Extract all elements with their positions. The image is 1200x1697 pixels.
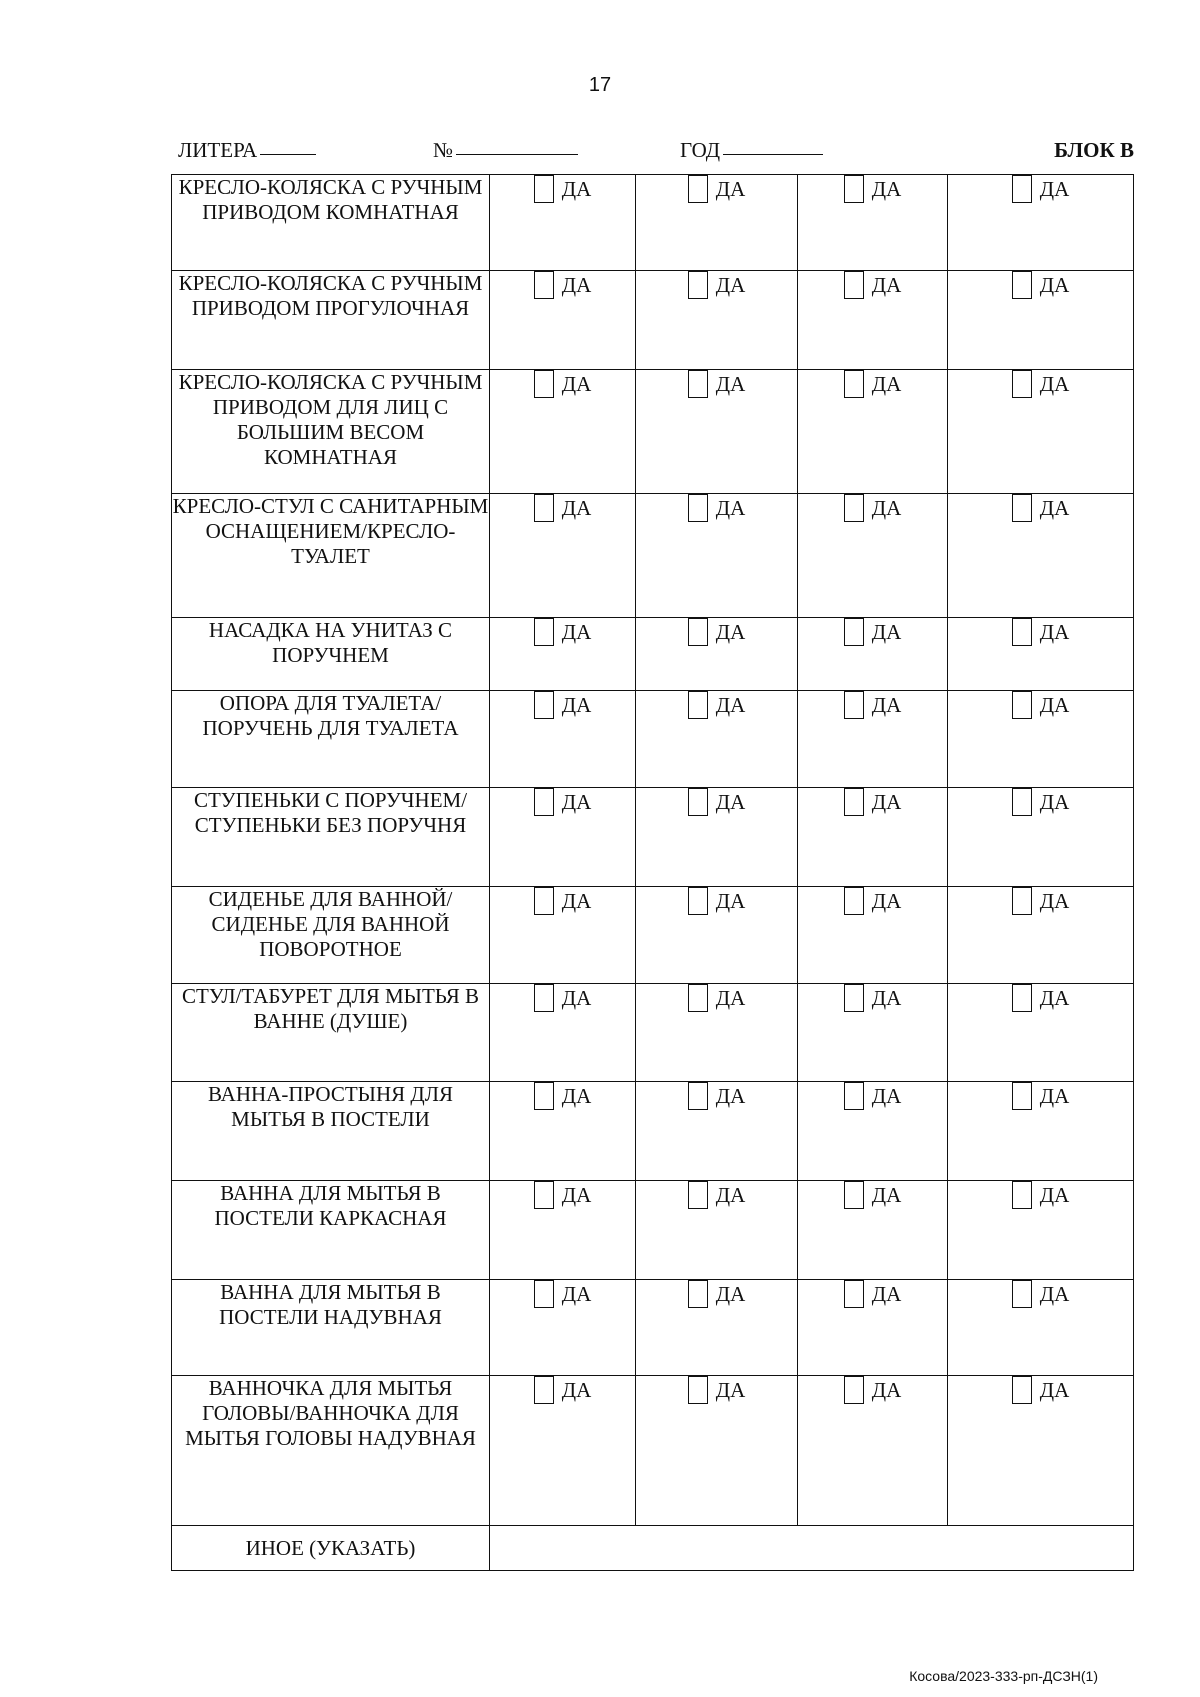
checkbox[interactable] <box>534 494 554 522</box>
item-label: СИДЕНЬЕ ДЛЯ ВАННОЙ/СИДЕНЬЕ ДЛЯ ВАННОЙ ПОВОРОТНОЕ <box>172 887 490 984</box>
answer-cell <box>636 175 798 271</box>
checkbox[interactable] <box>688 788 708 816</box>
equipment-table <box>171 174 1134 1571</box>
checkbox-label: ДА <box>871 495 902 520</box>
checkbox[interactable] <box>534 1082 554 1110</box>
checkbox[interactable] <box>844 1181 864 1209</box>
yes-option[interactable] <box>636 1376 797 1404</box>
table-row <box>172 618 1134 691</box>
checkbox[interactable] <box>844 370 864 398</box>
checkbox-label: ДА <box>1039 1281 1070 1306</box>
year-field <box>680 138 720 163</box>
answer-cell <box>636 984 798 1082</box>
answer-cell <box>948 1376 1134 1526</box>
checkbox-label: ДА <box>715 789 746 814</box>
checkbox[interactable] <box>534 175 554 203</box>
checkbox[interactable] <box>534 271 554 299</box>
answer-cell <box>948 887 1134 984</box>
answer-cell <box>636 1082 798 1181</box>
checkbox-label: ДА <box>715 985 746 1010</box>
answer-cell <box>490 691 636 788</box>
checkbox-label: ДА <box>1039 1083 1070 1108</box>
litera-label: ЛИТЕРА <box>178 138 258 162</box>
checkbox-label: ДА <box>561 1083 592 1108</box>
checkbox[interactable] <box>844 1376 864 1404</box>
yes-option[interactable] <box>798 1376 947 1404</box>
item-label: КРЕСЛО-КОЛЯСКА С РУЧНЫМ ПРИВОДОМ ДЛЯ ЛИЦ С БОЛЬШИМ ВЕСОМ КОМНАТНАЯ <box>172 370 490 494</box>
checkbox-label: ДА <box>561 888 592 913</box>
yes-option[interactable] <box>798 175 947 203</box>
checkbox[interactable] <box>688 370 708 398</box>
item-label: СТУЛ/ТАБУРЕТ ДЛЯ МЫТЬЯ В ВАННЕ (ДУШЕ) <box>172 984 490 1082</box>
checkbox-label: ДА <box>871 1377 902 1402</box>
checkbox[interactable] <box>844 494 864 522</box>
checkbox[interactable] <box>688 1376 708 1404</box>
number-label: № <box>433 138 454 162</box>
answer-cell <box>490 370 636 494</box>
answer-cell <box>490 271 636 370</box>
yes-option[interactable] <box>490 1082 635 1110</box>
checkbox[interactable] <box>844 1082 864 1110</box>
checkbox[interactable] <box>534 370 554 398</box>
checkbox-label: ДА <box>871 619 902 644</box>
litera-blank[interactable] <box>260 138 316 155</box>
checkbox[interactable] <box>688 1280 708 1308</box>
yes-option[interactable] <box>948 1082 1133 1110</box>
checkbox[interactable] <box>1012 788 1032 816</box>
checkbox[interactable] <box>844 984 864 1012</box>
yes-option[interactable] <box>490 788 635 816</box>
answer-cell <box>490 1280 636 1376</box>
checkbox[interactable] <box>844 788 864 816</box>
yes-option[interactable] <box>798 788 947 816</box>
checkbox-label: ДА <box>715 176 746 201</box>
checkbox-label: ДА <box>871 1281 902 1306</box>
yes-option[interactable] <box>948 691 1133 719</box>
answer-cell <box>636 788 798 887</box>
checkbox[interactable] <box>534 1376 554 1404</box>
answer-cell <box>490 175 636 271</box>
number-blank[interactable] <box>456 138 578 155</box>
checkbox-label: ДА <box>871 888 902 913</box>
checkbox-label: ДА <box>871 985 902 1010</box>
checkbox-label: ДА <box>715 1377 746 1402</box>
yes-option[interactable] <box>798 984 947 1012</box>
yes-option[interactable] <box>490 1181 635 1209</box>
yes-option[interactable] <box>798 618 947 646</box>
table-row <box>172 271 1134 370</box>
checkbox-label: ДА <box>1039 692 1070 717</box>
checkbox[interactable] <box>688 1082 708 1110</box>
checkbox-label: ДА <box>1039 888 1070 913</box>
checkbox[interactable] <box>1012 1181 1032 1209</box>
checkbox[interactable] <box>1012 618 1032 646</box>
yes-option[interactable] <box>490 370 635 398</box>
yes-option[interactable] <box>636 788 797 816</box>
checkbox-label: ДА <box>561 985 592 1010</box>
checkbox-label: ДА <box>1039 789 1070 814</box>
yes-option[interactable] <box>636 271 797 299</box>
yes-option[interactable] <box>798 1181 947 1209</box>
checkbox[interactable] <box>844 618 864 646</box>
answer-cell <box>490 887 636 984</box>
table-body <box>172 175 1134 1571</box>
checkbox[interactable] <box>1012 1280 1032 1308</box>
checkbox-label: ДА <box>561 495 592 520</box>
yes-option[interactable] <box>948 494 1133 522</box>
checkbox-label: ДА <box>561 619 592 644</box>
answer-cell <box>490 984 636 1082</box>
number-field <box>433 138 453 163</box>
checkbox[interactable] <box>844 271 864 299</box>
checkbox[interactable] <box>688 271 708 299</box>
answer-cell <box>490 788 636 887</box>
answer-cell <box>948 1181 1134 1280</box>
answer-cell <box>798 1082 948 1181</box>
yes-option[interactable] <box>948 984 1133 1012</box>
item-label: СТУПЕНЬКИ С ПОРУЧНЕМ/СТУПЕНЬКИ БЕЗ ПОРУЧНЯ <box>172 788 490 887</box>
answer-cell <box>798 1376 948 1526</box>
answer-cell <box>798 1280 948 1376</box>
table-row <box>172 1082 1134 1181</box>
checkbox[interactable] <box>534 984 554 1012</box>
yes-option[interactable] <box>636 494 797 522</box>
yes-option[interactable] <box>636 984 797 1012</box>
checkbox-label: ДА <box>1039 495 1070 520</box>
answer-cell <box>636 618 798 691</box>
answer-cell <box>948 788 1134 887</box>
item-label: КРЕСЛО-КОЛЯСКА С РУЧНЫМ ПРИВОДОМ ПРОГУЛОЧНАЯ <box>172 271 490 370</box>
answer-cell <box>490 494 636 618</box>
year-blank[interactable] <box>723 138 823 155</box>
yes-option[interactable] <box>948 788 1133 816</box>
table-row <box>172 494 1134 618</box>
checkbox-label: ДА <box>871 371 902 396</box>
checkbox-label: ДА <box>871 692 902 717</box>
yes-option[interactable] <box>490 175 635 203</box>
checkbox-label: ДА <box>1039 1377 1070 1402</box>
checkbox[interactable] <box>1012 1082 1032 1110</box>
item-label: ВАННОЧКА ДЛЯ МЫТЬЯ ГОЛОВЫ/ВАННОЧКА ДЛЯ МЫТЬЯ ГОЛОВЫ НАДУВНАЯ <box>172 1376 490 1526</box>
answer-cell <box>948 370 1134 494</box>
yes-option[interactable] <box>948 175 1133 203</box>
checkbox-label: ДА <box>561 1182 592 1207</box>
answer-cell <box>798 788 948 887</box>
yes-option[interactable] <box>798 271 947 299</box>
checkbox-label: ДА <box>715 1182 746 1207</box>
checkbox[interactable] <box>844 1280 864 1308</box>
checkbox-label: ДА <box>1039 176 1070 201</box>
checkbox[interactable] <box>534 887 554 915</box>
answer-cell <box>798 691 948 788</box>
yes-option[interactable] <box>490 1280 635 1308</box>
checkbox[interactable] <box>688 984 708 1012</box>
yes-option[interactable] <box>636 691 797 719</box>
answer-cell <box>798 618 948 691</box>
table-row <box>172 175 1134 271</box>
checkbox[interactable] <box>844 887 864 915</box>
checkbox[interactable] <box>1012 494 1032 522</box>
checkbox[interactable] <box>688 1181 708 1209</box>
answer-cell <box>798 494 948 618</box>
answer-cell <box>948 691 1134 788</box>
checkbox-label: ДА <box>561 692 592 717</box>
answer-cell <box>948 271 1134 370</box>
table-row <box>172 788 1134 887</box>
checkbox[interactable] <box>534 618 554 646</box>
answer-cell <box>636 370 798 494</box>
answer-cell <box>636 271 798 370</box>
answer-cell <box>948 984 1134 1082</box>
document-code: Косова/2023-333-рп-ДСЗН(1) <box>909 1668 1098 1684</box>
checkbox[interactable] <box>534 691 554 719</box>
answer-cell <box>798 175 948 271</box>
yes-option[interactable] <box>798 494 947 522</box>
yes-option[interactable] <box>798 1082 947 1110</box>
yes-option[interactable] <box>636 618 797 646</box>
item-label: ВАННА ДЛЯ МЫТЬЯ В ПОСТЕЛИ НАДУВНАЯ <box>172 1280 490 1376</box>
yes-option[interactable] <box>636 370 797 398</box>
checkbox-label: ДА <box>561 1377 592 1402</box>
answer-cell <box>490 1082 636 1181</box>
yes-option[interactable] <box>636 1082 797 1110</box>
checkbox[interactable] <box>1012 271 1032 299</box>
checkbox[interactable] <box>1012 887 1032 915</box>
checkbox-label: ДА <box>1039 371 1070 396</box>
checkbox-label: ДА <box>561 272 592 297</box>
answer-cell <box>948 1280 1134 1376</box>
table-row <box>172 1280 1134 1376</box>
yes-option[interactable] <box>490 618 635 646</box>
checkbox-label: ДА <box>715 495 746 520</box>
checkbox-label: ДА <box>1039 619 1070 644</box>
yes-option[interactable] <box>636 887 797 915</box>
answer-cell <box>798 370 948 494</box>
checkbox-label: ДА <box>715 1083 746 1108</box>
checkbox-label: ДА <box>561 1281 592 1306</box>
checkbox-label: ДА <box>715 371 746 396</box>
checkbox[interactable] <box>1012 1376 1032 1404</box>
answer-cell <box>636 1376 798 1526</box>
yes-option[interactable] <box>948 1280 1133 1308</box>
yes-option[interactable] <box>948 1181 1133 1209</box>
checkbox-label: ДА <box>1039 1182 1070 1207</box>
checkbox[interactable] <box>1012 984 1032 1012</box>
item-label: ВАННА ДЛЯ МЫТЬЯ В ПОСТЕЛИ КАРКАСНАЯ <box>172 1181 490 1280</box>
yes-option[interactable] <box>948 618 1133 646</box>
answer-cell <box>636 1181 798 1280</box>
yes-option[interactable] <box>490 1376 635 1404</box>
checkbox[interactable] <box>688 494 708 522</box>
item-label: НАСАДКА НА УНИТАЗ С ПОРУЧНЕМ <box>172 618 490 691</box>
answer-cell <box>490 1376 636 1526</box>
yes-option[interactable] <box>636 1280 797 1308</box>
checkbox-label: ДА <box>715 888 746 913</box>
checkbox-label: ДА <box>871 272 902 297</box>
item-label: КРЕСЛО-СТУЛ С САНИТАРНЫМ ОСНАЩЕНИЕМ/КРЕСЛО-ТУАЛЕТ <box>172 494 490 618</box>
checkbox[interactable] <box>1012 175 1032 203</box>
yes-option[interactable] <box>490 691 635 719</box>
checkbox-label: ДА <box>871 176 902 201</box>
checkbox-label: ДА <box>871 1182 902 1207</box>
item-label: КРЕСЛО-КОЛЯСКА С РУЧНЫМ ПРИВОДОМ КОМНАТНАЯ <box>172 175 490 271</box>
yes-option[interactable] <box>948 887 1133 915</box>
table-row <box>172 1376 1134 1526</box>
item-label: ВАННА-ПРОСТЫНЯ ДЛЯ МЫТЬЯ В ПОСТЕЛИ <box>172 1082 490 1181</box>
item-label: ОПОРА ДЛЯ ТУАЛЕТА/ПОРУЧЕНЬ ДЛЯ ТУАЛЕТА <box>172 691 490 788</box>
answer-cell <box>636 494 798 618</box>
yes-option[interactable] <box>490 494 635 522</box>
checkbox[interactable] <box>688 175 708 203</box>
answer-cell <box>490 1181 636 1280</box>
checkbox-label: ДА <box>1039 985 1070 1010</box>
answer-cell <box>798 271 948 370</box>
table-row <box>172 887 1134 984</box>
yes-option[interactable] <box>490 984 635 1012</box>
checkbox-label: ДА <box>715 619 746 644</box>
table-row <box>172 984 1134 1082</box>
yes-option[interactable] <box>636 175 797 203</box>
block-label: БЛОК В <box>1054 138 1134 162</box>
yes-option[interactable] <box>948 370 1133 398</box>
checkbox[interactable] <box>534 1280 554 1308</box>
checkbox-label: ДА <box>871 1083 902 1108</box>
table-row <box>172 691 1134 788</box>
answer-cell <box>948 618 1134 691</box>
answer-cell <box>798 1181 948 1280</box>
answer-cell <box>490 618 636 691</box>
checkbox[interactable] <box>534 788 554 816</box>
answer-cell <box>798 984 948 1082</box>
checkbox-label: ДА <box>715 1281 746 1306</box>
other-label: ИНОЕ (УКАЗАТЬ) <box>172 1526 490 1571</box>
table-row <box>172 370 1134 494</box>
other-input-cell[interactable] <box>490 1526 1134 1571</box>
answer-cell <box>636 887 798 984</box>
checkbox-label: ДА <box>715 692 746 717</box>
year-label: ГОД <box>680 138 721 162</box>
other-row <box>172 1526 1134 1571</box>
yes-option[interactable] <box>798 691 947 719</box>
page-number: 17 <box>588 74 612 96</box>
checkbox[interactable] <box>1012 691 1032 719</box>
yes-option[interactable] <box>798 1280 947 1308</box>
checkbox[interactable] <box>844 175 864 203</box>
yes-option[interactable] <box>948 1376 1133 1404</box>
checkbox-label: ДА <box>715 272 746 297</box>
table-row <box>172 1181 1134 1280</box>
yes-option[interactable] <box>948 271 1133 299</box>
checkbox[interactable] <box>1012 370 1032 398</box>
answer-cell <box>948 175 1134 271</box>
checkbox-label: ДА <box>1039 272 1070 297</box>
yes-option[interactable] <box>490 887 635 915</box>
checkbox-label: ДА <box>561 371 592 396</box>
answer-cell <box>636 691 798 788</box>
answer-cell <box>948 494 1134 618</box>
checkbox-label: ДА <box>561 176 592 201</box>
checkbox[interactable] <box>688 691 708 719</box>
checkbox[interactable] <box>688 887 708 915</box>
checkbox[interactable] <box>534 1181 554 1209</box>
answer-cell <box>798 887 948 984</box>
answer-cell <box>636 1280 798 1376</box>
checkbox[interactable] <box>844 691 864 719</box>
yes-option[interactable] <box>490 271 635 299</box>
form-header <box>178 138 1134 166</box>
yes-option[interactable] <box>798 887 947 915</box>
checkbox-label: ДА <box>561 789 592 814</box>
litera-field <box>178 138 257 163</box>
checkbox-label: ДА <box>871 789 902 814</box>
checkbox[interactable] <box>688 618 708 646</box>
yes-option[interactable] <box>636 1181 797 1209</box>
answer-cell <box>948 1082 1134 1181</box>
yes-option[interactable] <box>798 370 947 398</box>
